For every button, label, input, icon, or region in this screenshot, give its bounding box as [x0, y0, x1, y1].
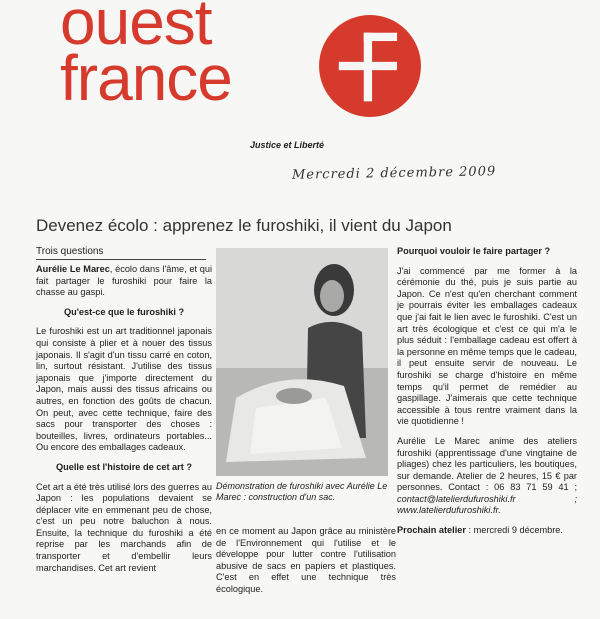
question-1: Qu'est-ce que le furoshiki ?: [63, 306, 185, 317]
intro-paragraph: [36, 264, 212, 299]
handwritten-date: Mercredi 2 décembre 2009: [291, 164, 497, 183]
photo-illustration: [216, 248, 388, 476]
article-column-1: [36, 264, 212, 582]
article-photo: [216, 248, 388, 476]
info-paragraph: [397, 436, 577, 517]
ouest-france-logo-mark: [318, 14, 422, 118]
next-workshop: [397, 525, 577, 537]
info-text: Aurélie Le Marec anime des ateliers furoshiki (apprentissage d'une vingtaine de pliages) chez les particuliers, les boutiques, sur demande. Atelier de 2 heures, 15 € par personnes. Contact : 06 83 71 59 41 ;: [397, 435, 577, 493]
section-label: Trois questions: [36, 246, 206, 260]
answer-1: Le furoshiki est un art traditionnel japonais qui consiste à plier et à nouer des tissus japonais. Il s'agit d'un tissu carré en coton, lin, surtout résistant. J'utilise des tissus japonais que j'importe directement du Japon, mais aussi des tissus africains ou autres, en fonction des goûts de chacun. On peut, avec cette technique, faire des sacs pour transporter des choses : bouteilles, livres, ordinateurs portables... Ou encore des emballages cadeaux.: [36, 326, 212, 453]
ouest-france-logo-text: [60, 0, 340, 114]
logo-line-ouest: ouest: [60, 0, 212, 58]
article-column-2: [216, 526, 396, 604]
masthead-tagline: Justice et Liberté: [250, 140, 325, 150]
intro-text: , écolo dans l'âme, et qui fait partager le furoshiki pour faire la chasse au gaspi.: [36, 264, 212, 298]
answer-2-part-1: Cet art a été très utilisé lors des guerres au Japon : les populations devaient se déplacer vite en emmenant peu de chose, c'est un peu notre baluchon à nous. Ensuite, la technique du furoshiki a été reprise par les marchands afin de transporter et d'embellir leurs marchandises. Cet art revient: [36, 481, 212, 573]
question-3: Pourquoi vouloir le faire partager ?: [397, 246, 551, 256]
next-workshop-text: : mercredi 9 décembre.: [465, 525, 563, 536]
next-workshop-label: Prochain atelier: [397, 525, 466, 536]
question-2: Quelle est l'histoire de cet art ?: [56, 461, 192, 472]
article-headline: Devenez écolo : apprenez le furoshiki, il vient du Japon: [36, 216, 452, 235]
info-contact: contact@latelierdufuroshiki.fr ; www.latelierdufuroshiki.fr.: [397, 493, 577, 516]
answer-3: J'ai commencé par me former à la cérémonie du thé, puis je suis partie au Japon. Ce n'est qu'en cherchant comment je pourrais éviter les emballages cadeaux que j'ai fait le lien avec le furoshiki. C'est un art très écologique et c'est ce qui m'a le plus séduit : l'emballage cadeau est offert à la personne en même temps que le cadeau, il peut ensuite servir de nouveau. Le furoshiki se charge d'histoire en même temps qu'il permet de remédier au gaspillage. J'aimerais que cette technique accessible à tous rentre vraiment dans la vie quotidienne !: [397, 265, 577, 427]
logo-line-france: france: [60, 42, 232, 114]
answer-2-part-2: en ce moment au Japon grâce au ministère de l'Environnement qui l'utilise et le développe pour lutter contre l'utilisation abusive de sacs en papiers et plastiques. C'est en effet une technique très écologique.: [216, 526, 396, 594]
article-column-3: [397, 246, 577, 545]
photo-caption: Démonstration de furoshiki avec Aurélie Le Marec : construction d'un sac.: [216, 481, 388, 502]
intro-name: Aurélie Le Marec: [36, 264, 110, 274]
